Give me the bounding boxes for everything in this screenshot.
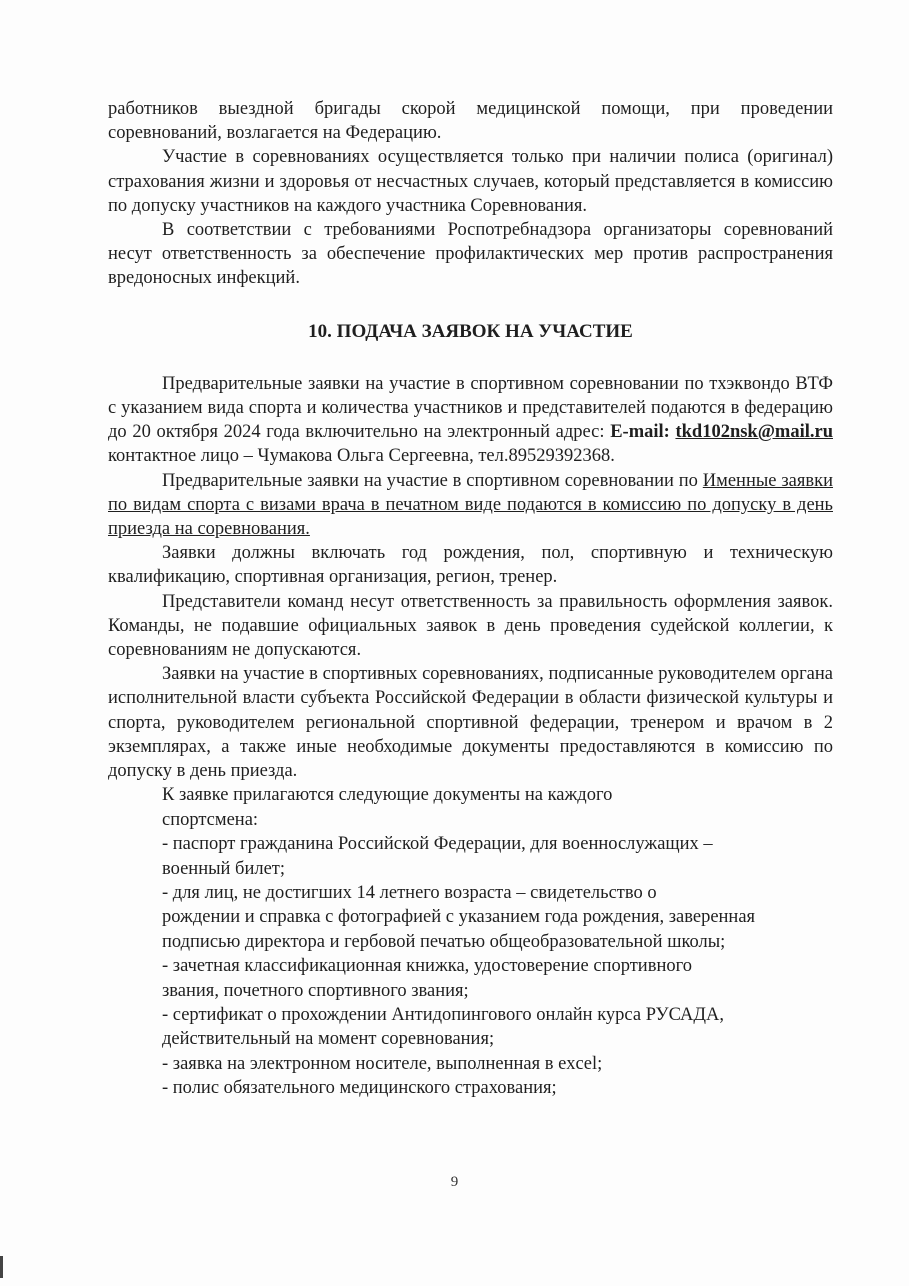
email-link[interactable]: tkd102nsk@mail.ru (675, 422, 833, 443)
list-item: звания, почетного спортивного звания; (162, 980, 469, 1001)
list-item: - паспорт гражданина Российской Федерации, для военнослужащих – (162, 834, 713, 855)
paragraph-text: Предварительные заявки на участие в спортивном соревновании по (162, 470, 698, 491)
paragraph-text: Предварительные заявки на участие в спортивном соревновании по тхэквондо ВТФ с указанием вида спорта и количества участников и представителей подаются в федерацию до 20 октября 2024 года включительно на электронный адрес: (108, 373, 833, 443)
list-intro: К заявке прилагаются следующие документы на каждого (162, 785, 613, 806)
paragraph: Представители команд несут ответственность за правильность оформления заявок. Команды, не подавшие официальных заявок в день проведения судейской коллегии, к соревнованиям не допускаются. (108, 591, 833, 661)
list-item: - заявка на электронном носителе, выполненная в excel; (162, 1053, 603, 1074)
list-item: - сертификат о прохождении Антидопингового онлайн курса РУСАДА, (162, 1004, 725, 1025)
list-item: - зачетная классификационная книжка, удостоверение спортивного (162, 956, 692, 977)
list-item: - полис обязательного медицинского страхования; (162, 1078, 557, 1099)
paragraph-text: контактное лицо – Чумакова Ольга Сергеевна, тел.89529392368. (108, 446, 615, 467)
paragraph: Участие в соревнованиях осуществляется только при наличии полиса (оригинал) страхования жизни и здоровья от несчастных случаев, который представляется в комиссию по допуску участников на каждого участника Соревнования. (108, 147, 833, 216)
scan-edge-mark (0, 1256, 3, 1278)
email-label: E-mail: (610, 422, 670, 443)
paragraph (108, 469, 833, 542)
paragraph: В соответствии с требованиями Роспотребнадзора организаторы соревнований несут ответственность за обеспечение профилактических мер против распространения вредоносных инфекций. (108, 220, 833, 289)
document-body (108, 97, 833, 1101)
underlined-text: Именные заявки по видам спорта с визами врача в печатном виде подаются в комиссию по допуску в день приезда на соревнования. (108, 470, 834, 540)
list-item: действительный на момент соревнования; (162, 1029, 495, 1050)
paragraph: работников выездной бригады скорой медицинской помощи, при проведении соревнований, возлагается на Федерацию. (108, 99, 833, 144)
documents-list (162, 783, 842, 1100)
list-item: военный билет; (162, 858, 286, 879)
page-number: 9 (450, 1174, 459, 1190)
list-item: подписью директора и гербовой печатью общеобразовательной школы; (162, 931, 726, 952)
list-item: - для лиц, не достигших 14 летнего возраста – свидетельство о (162, 882, 657, 903)
paragraph: Заявки на участие в спортивных соревнованиях, подписанные руководителем органа исполнительной власти субъекта Российской Федерации в области физической культуры и спорта, руководителем региональной спортивной федерации, тренером и врачом в 2 экземплярах, а также иные необходимые документы предоставляются в комиссию по допуску в день приезда. (108, 664, 833, 782)
section-heading: 10. ПОДАЧА ЗАЯВОК НА УЧАСТИЕ (308, 320, 633, 342)
list-item: рождении и справка с фотографией с указанием года рождения, заверенная (162, 907, 756, 928)
list-intro: спортсмена: (162, 809, 259, 830)
paragraph: Заявки должны включать год рождения, пол, спортивную и техническую квалификацию, спортивная организация, регион, тренер. (108, 543, 833, 588)
paragraph-applications (108, 372, 833, 469)
